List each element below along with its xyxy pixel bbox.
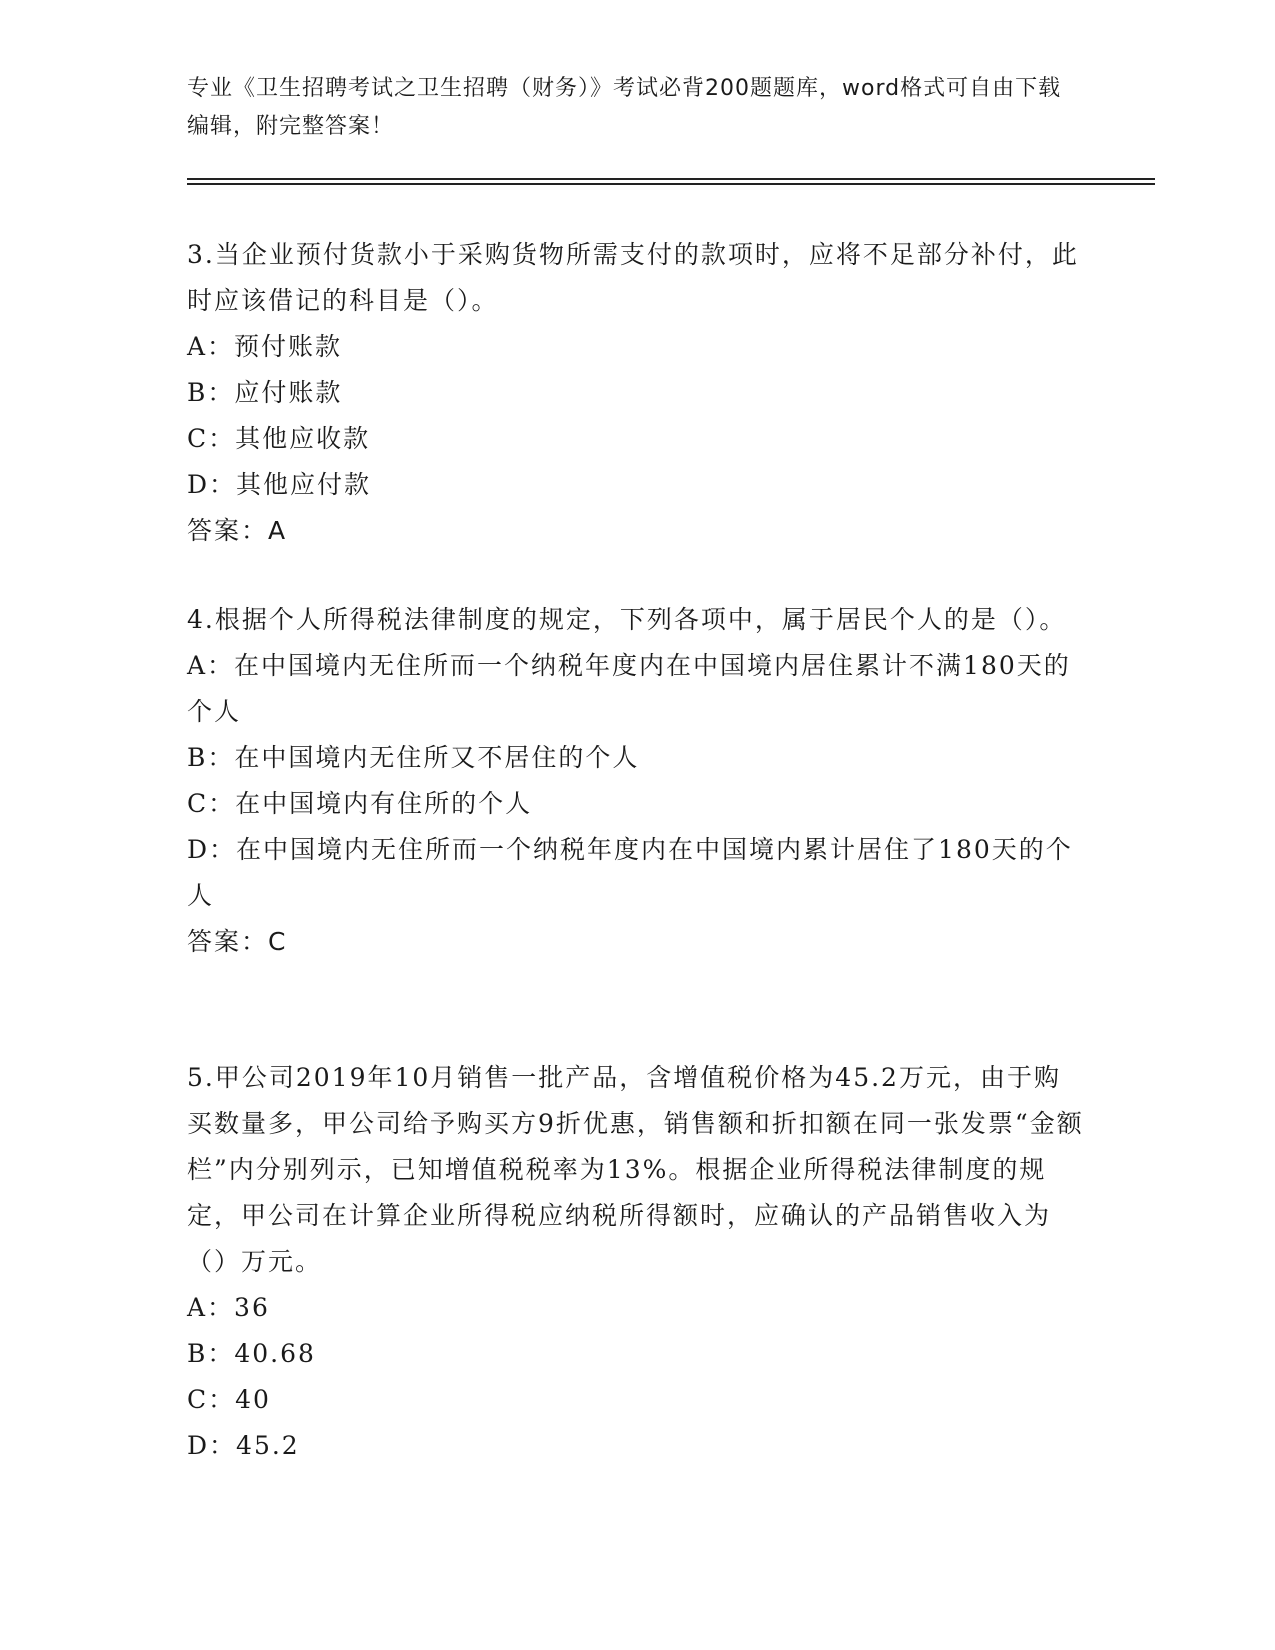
option-d: D：在中国境内无住所而一个纳税年度内在中国境内累计居住了180天的个人 — [187, 835, 1073, 910]
option-a: A：在中国境内无住所而一个纳税年度内在中国境内居住累计不满180天的个人 — [187, 651, 1071, 726]
header-divider-bottom — [187, 183, 1155, 185]
question-stem: 5.甲公司2019年10月销售一批产品，含增值税价格为45.2万元，由于购买数量多，甲公司给予购买方9折优惠，销售额和折扣额在同一张发票“金额栏”内分别列示，已知增值税税率为13%。根据企业所得税法律制度的规定，甲公司在计算企业所得税应纳税所得额时，应确认的产品销售收入为（）万元。 — [187, 1063, 1084, 1276]
option-b: B：应付账款 — [187, 378, 343, 407]
option-d: D：其他应付款 — [187, 470, 372, 499]
question-stem: 3.当企业预付货款小于采购货物所需支付的款项时，应将不足部分补付，此时应该借记的科目是（）。 — [187, 240, 1079, 315]
option-c: C：40 — [187, 1385, 271, 1414]
header-divider-top — [187, 178, 1155, 180]
question-stem: 4.根据个人所得税法律制度的规定，下列各项中，属于居民个人的是（）。 — [187, 605, 1067, 634]
option-a: A：36 — [187, 1293, 270, 1322]
option-a: A：预付账款 — [187, 332, 343, 361]
option-c: C：其他应收款 — [187, 424, 371, 453]
answer-label: 答案：A — [187, 516, 288, 545]
answer-label: 答案：C — [187, 927, 288, 956]
question-4 — [187, 597, 1087, 965]
question-3 — [187, 232, 1087, 554]
option-c: C：在中国境内有住所的个人 — [187, 789, 533, 818]
question-5 — [187, 1055, 1087, 1469]
document-intro: 专业《卫生招聘考试之卫生招聘（财务）》考试必背200题题库，word格式可自由下载编辑，附完整答案！ — [187, 76, 1062, 139]
option-d: D：45.2 — [187, 1431, 300, 1460]
option-b: B：40.68 — [187, 1339, 316, 1368]
option-b: B：在中国境内无住所又不居住的个人 — [187, 743, 640, 772]
